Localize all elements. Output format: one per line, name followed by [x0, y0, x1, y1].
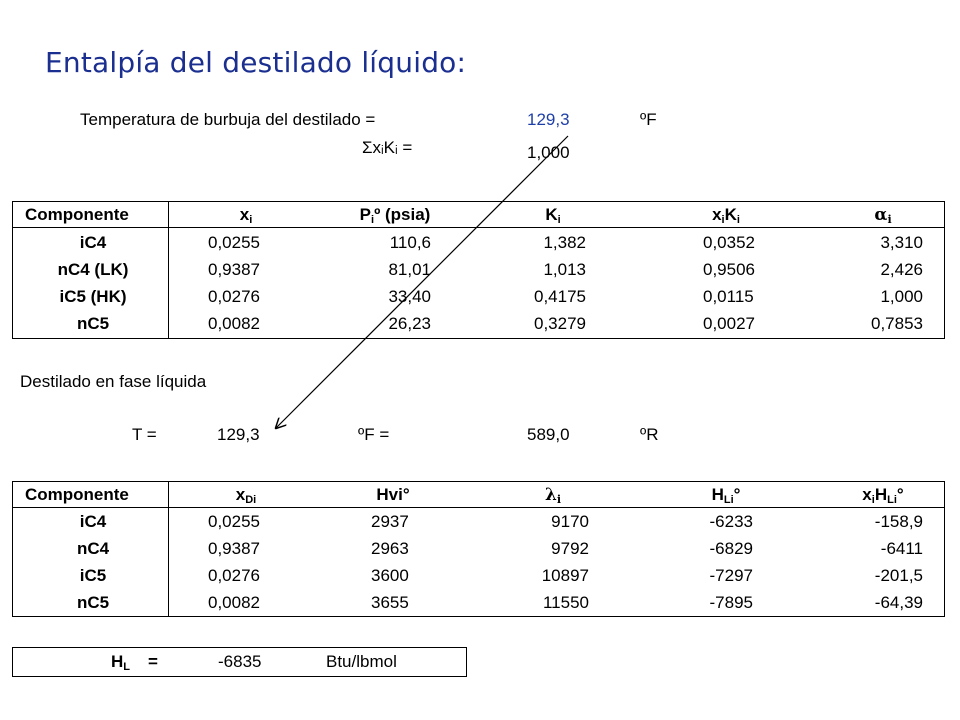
- cell-hli: -7895: [709, 593, 753, 612]
- header-alpha: $\alpha_i$: [874, 205, 892, 226]
- cell-xi: 0,0276: [208, 287, 260, 306]
- cell-ki: 0,4175: [534, 287, 586, 306]
- cell-xdi: 0,0255: [208, 512, 260, 531]
- cell-componente: iC4: [79, 512, 107, 531]
- cell-ki: 0,3279: [534, 314, 586, 333]
- unit-f: ºF =: [358, 425, 390, 444]
- cell-pi: 26,23: [388, 314, 431, 333]
- cell-hli: -7297: [709, 566, 753, 585]
- arrow-line: [276, 136, 568, 428]
- cell-pi: 33,40: [388, 287, 431, 306]
- cell-ki: 1,382: [543, 233, 586, 252]
- header-xi: $x_i$: [239, 205, 253, 226]
- bubble-temp-unit: ºF: [640, 110, 657, 129]
- cell-lambda: 11550: [542, 593, 589, 612]
- header-pi: $P_iº$ (psia): [359, 205, 431, 226]
- cell-pi: 110,6: [389, 233, 431, 252]
- result-label: $H_L$: [111, 652, 131, 673]
- cell-lambda: 9792: [551, 539, 589, 558]
- cell-xiki: 0,0115: [703, 287, 754, 306]
- cell-hvi: 3655: [371, 593, 409, 612]
- sum-xk-label: ΣxᵢKᵢ =: [362, 138, 413, 157]
- result-unit: Btu/lbmol: [326, 652, 397, 671]
- cell-xi: 0,0082: [208, 314, 260, 333]
- result-eq: =: [148, 652, 158, 671]
- cell-componente: iC4: [79, 233, 107, 252]
- header-hli: $H_{Li}^\circ$: [711, 485, 741, 506]
- cell-xi: 0,9387: [208, 260, 260, 279]
- cell-xihli: -201,5: [874, 566, 923, 585]
- cell-alpha: 3,310: [880, 233, 923, 252]
- liquid-phase-label: Destilado en fase líquida: [20, 372, 207, 391]
- cell-xihli: -158,9: [874, 512, 923, 531]
- cell-xiki: 0,0352: [703, 233, 755, 252]
- r-value: 589,0: [527, 425, 570, 444]
- cell-xiki: 0,0027: [703, 314, 755, 333]
- header-xiki: $x_iK_i$: [712, 205, 740, 226]
- cell-hvi: 3600: [371, 566, 409, 585]
- cell-xiki: 0,9506: [703, 260, 755, 279]
- page-title: Entalpía del destilado líquido:: [45, 46, 467, 79]
- t-value: 129,3: [217, 425, 260, 444]
- header-xihli: $x_iH_{Li}^\circ$: [862, 485, 904, 506]
- cell-xi: 0,0255: [208, 233, 260, 252]
- header-componente: Componente: [25, 205, 129, 224]
- cell-componente: nC4 (LK): [57, 260, 129, 279]
- cell-componente: iC5 (HK): [59, 287, 127, 306]
- cell-componente: nC5: [76, 314, 110, 333]
- cell-componente: nC5: [76, 593, 110, 612]
- cell-xdi: 0,0082: [208, 593, 260, 612]
- cell-hli: -6233: [709, 512, 753, 531]
- t-label: T =: [132, 425, 157, 444]
- cell-lambda: 10897: [541, 566, 589, 585]
- cell-xdi: 0,9387: [208, 539, 260, 558]
- cell-componente: iC5: [79, 566, 107, 585]
- cell-hli: -6829: [709, 539, 753, 558]
- cell-alpha: 1,000: [880, 287, 923, 306]
- header-ki: $K_i$: [545, 205, 561, 226]
- cell-alpha: 0,7853: [871, 314, 923, 333]
- header-componente: Componente: [25, 485, 129, 504]
- header-lambda: $\lambda_i$: [544, 485, 562, 506]
- cell-xdi: 0,0276: [208, 566, 260, 585]
- cell-hvi: 2963: [371, 539, 409, 558]
- sum-xk-value: 1,000: [527, 143, 570, 162]
- cell-ki: 1,013: [543, 260, 586, 279]
- unit-r: ºR: [640, 425, 659, 444]
- bubble-temp-value: 129,3: [527, 110, 570, 129]
- cell-componente: nC4: [76, 539, 110, 558]
- cell-lambda: 9170: [551, 512, 589, 531]
- cell-xihli: -6411: [880, 539, 923, 558]
- cell-hvi: 2937: [371, 512, 409, 531]
- result-value: -6835: [218, 652, 262, 671]
- header-hvi: Hvi°: [376, 485, 410, 504]
- header-xdi: $x_{Di}$: [235, 485, 257, 506]
- bubble-temp-label: Temperatura de burbuja del destilado =: [80, 110, 376, 129]
- cell-xihli: -64,39: [874, 593, 923, 612]
- cell-alpha: 2,426: [880, 260, 923, 279]
- cell-pi: 81,01: [388, 260, 431, 279]
